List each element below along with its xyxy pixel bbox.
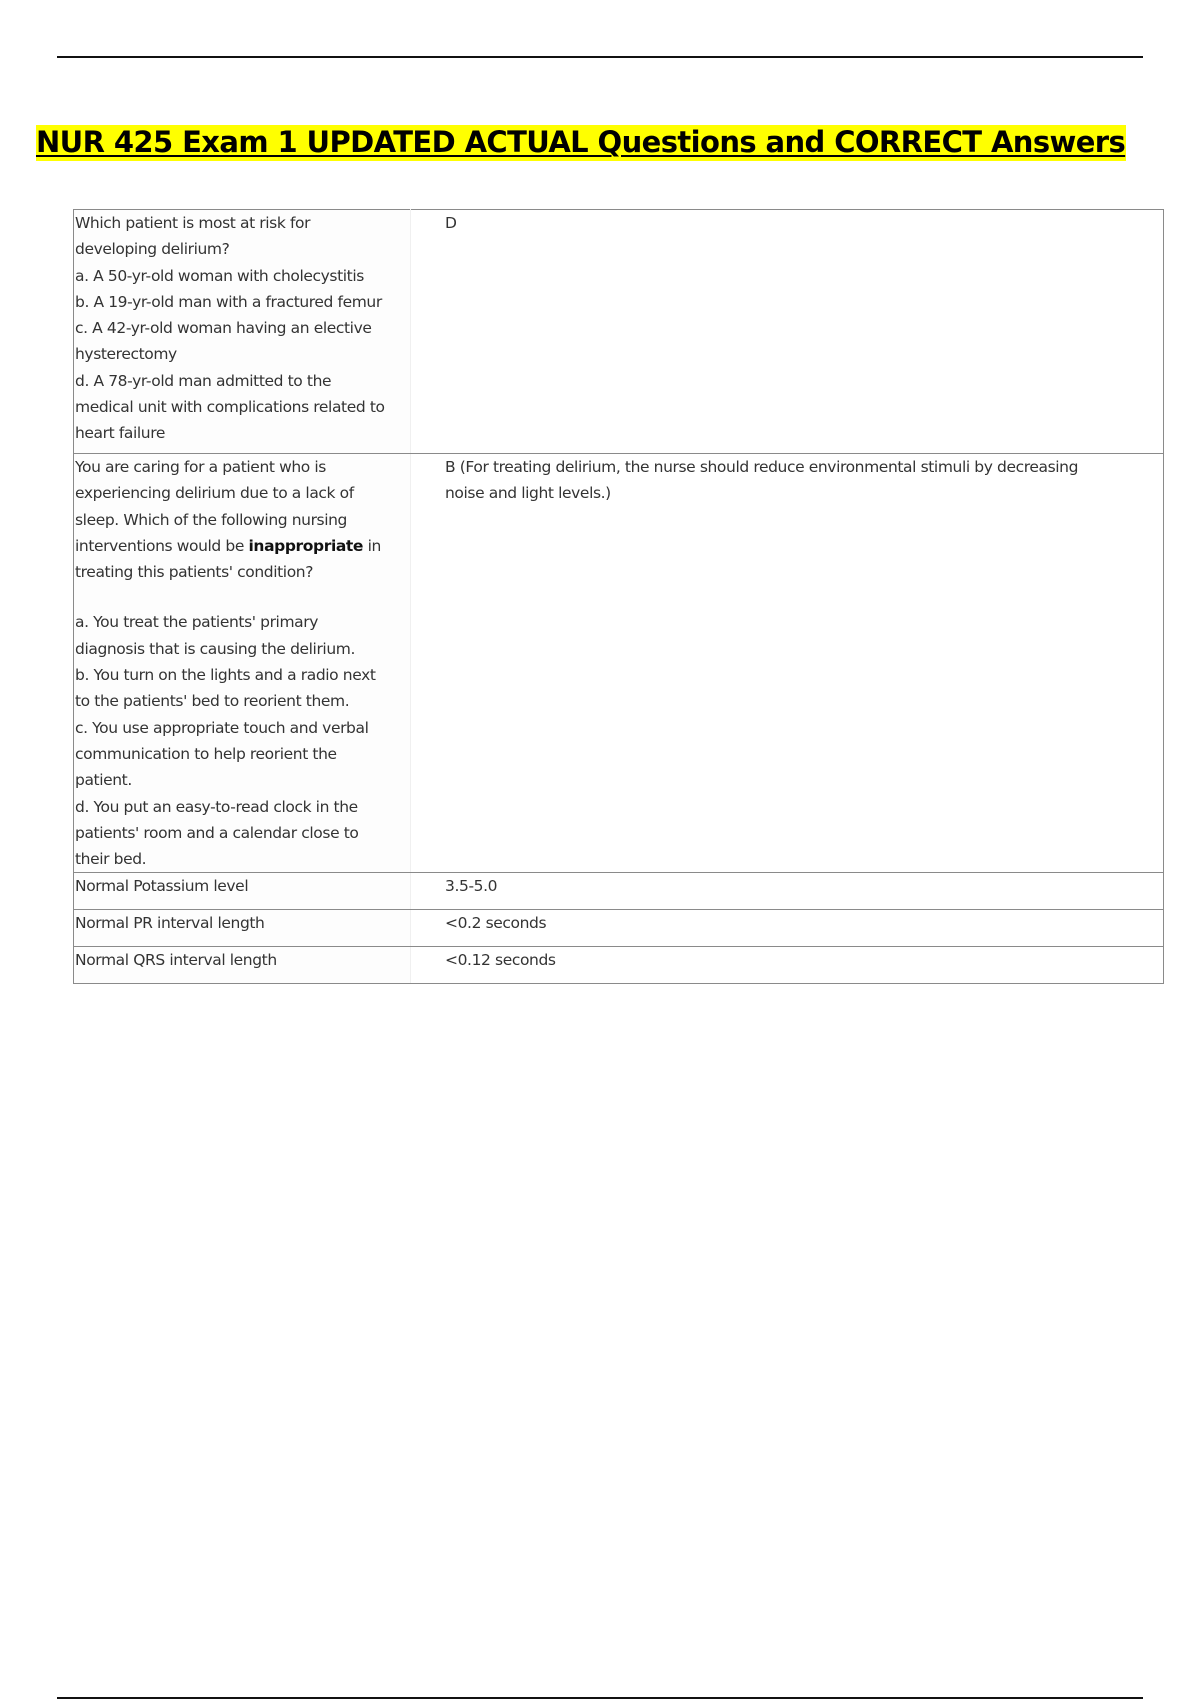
footer-rule [57, 1697, 1143, 1699]
question-cell [74, 873, 411, 910]
answer-cell [411, 910, 1164, 947]
spacer [75, 585, 392, 609]
option-c: c. A 42-yr-old woman having an elective hysterectomy [75, 319, 372, 364]
answer-text: 3.5-5.0 [445, 877, 498, 896]
answer-cell [411, 454, 1164, 873]
header-rule [57, 56, 1143, 58]
question-text: Normal PR interval length [75, 914, 265, 933]
document-title [36, 122, 1126, 162]
option-a: a. A 50-yr-old woman with cholecystitis [75, 266, 364, 285]
question-intro-end: in treating this patients' condition? [75, 536, 381, 582]
question-cell [74, 947, 411, 984]
question-emphasis: inappropriate [248, 536, 364, 555]
option-b: b. You turn on the lights and a radio next to the patients' bed to reorient them. [75, 666, 376, 711]
answer-text: D [445, 214, 457, 232]
qa-table [73, 209, 1164, 984]
question-text: Normal QRS interval length [75, 951, 277, 970]
answer-cell [411, 210, 1164, 454]
question-intro: You are caring for a patient who is experiencing delirium due to a lack of sleep. Which of the following nursing interventions would be [75, 458, 354, 555]
question-cell [74, 210, 411, 454]
answer-text: <0.2 seconds [445, 914, 547, 933]
table-row [74, 454, 1164, 873]
question-text: Normal Potassium level [75, 877, 249, 896]
option-a: a. You treat the patients' primary diagnosis that is causing the delirium. [75, 613, 355, 658]
table-row [74, 873, 1164, 910]
option-d: d. You put an easy-to-read clock in the patients' room and a calendar close to their bed. [75, 797, 359, 869]
answer-cell [411, 947, 1164, 984]
question-cell [74, 910, 411, 947]
answer-text: B (For treating delirium, the nurse should reduce environmental stimuli by decreasing noise and light levels.) [445, 458, 1079, 503]
document-title-text: NUR 425 Exam 1 UPDATED ACTUAL Questions and CORRECT Answers [36, 125, 1126, 159]
option-b: b. A 19-yr-old man with a fractured femur [75, 292, 382, 311]
question-text [75, 454, 392, 585]
answer-text: <0.12 seconds [445, 951, 556, 970]
table-row [74, 210, 1164, 454]
option-c: c. You use appropriate touch and verbal communication to help reorient the patient. [75, 718, 369, 790]
table-row [74, 947, 1164, 984]
option-d: d. A 78-yr-old man admitted to the medical unit with complications related to heart failure [75, 371, 385, 443]
table-row [74, 910, 1164, 947]
answer-cell [411, 873, 1164, 910]
question-cell [74, 454, 411, 873]
question-text: Which patient is most at risk for developing delirium? [75, 214, 311, 259]
